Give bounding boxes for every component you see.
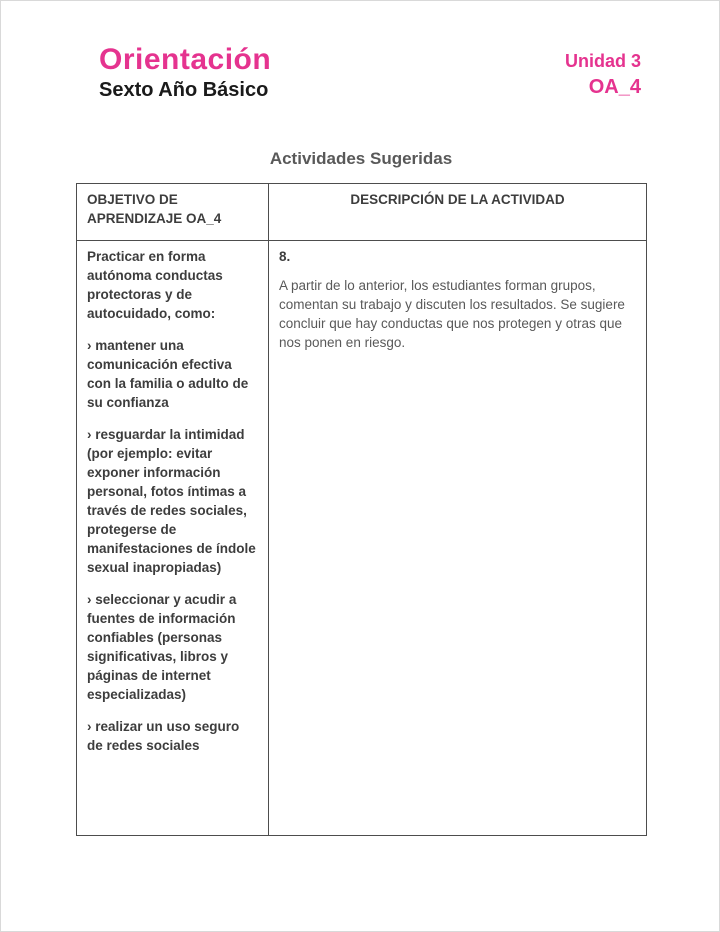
objective-item: › resguardar la intimidad (por ejemplo: evitar exponer información personal, fotos íntimas a través de redes sociales, protegerse de manifestaciones de índole sexual inapropiadas) [87, 426, 256, 575]
header-left [99, 43, 271, 103]
objective-item: › seleccionar y acudir a fuentes de información confiables (personas significativas, libros y páginas de internet especializadas) [87, 591, 237, 702]
document-header [99, 43, 641, 103]
activity-cell [269, 240, 647, 835]
doc-title: Orientación [99, 43, 272, 76]
header-right [565, 43, 641, 101]
unit-label: Unidad 3 [564, 51, 641, 71]
doc-subtitle: Sexto Año Básico [99, 79, 269, 101]
page-title: Actividades Sugeridas [269, 149, 453, 168]
table-body-row [77, 240, 647, 835]
objective-column-header: OBJETIVO DE APRENDIZAJE OA_4 [77, 184, 269, 241]
activity-description: A partir de lo anterior, los estudiantes forman grupos, comentan su trabajo y discuten los resultados. Se sugiere concluir que hay conductas que nos protegen y otras que nos ponen en riesgo. [279, 277, 625, 350]
objective-intro: Practicar en forma autónoma conductas protectoras y de autocuidado, como: [87, 248, 223, 321]
oa-code-label: OA_4 [588, 76, 641, 98]
objective-item: › realizar un uso seguro de redes sociales [87, 718, 240, 753]
activity-column-header: DESCRIPCIÓN DE LA ACTIVIDAD [269, 184, 647, 241]
table-header-row [77, 184, 647, 241]
objective-item: › mantener una comunicación efectiva con la familia o adulto de su confianza [87, 337, 249, 410]
activity-table [76, 183, 647, 836]
activity-number: 8. [279, 248, 291, 264]
objective-cell [77, 240, 269, 835]
